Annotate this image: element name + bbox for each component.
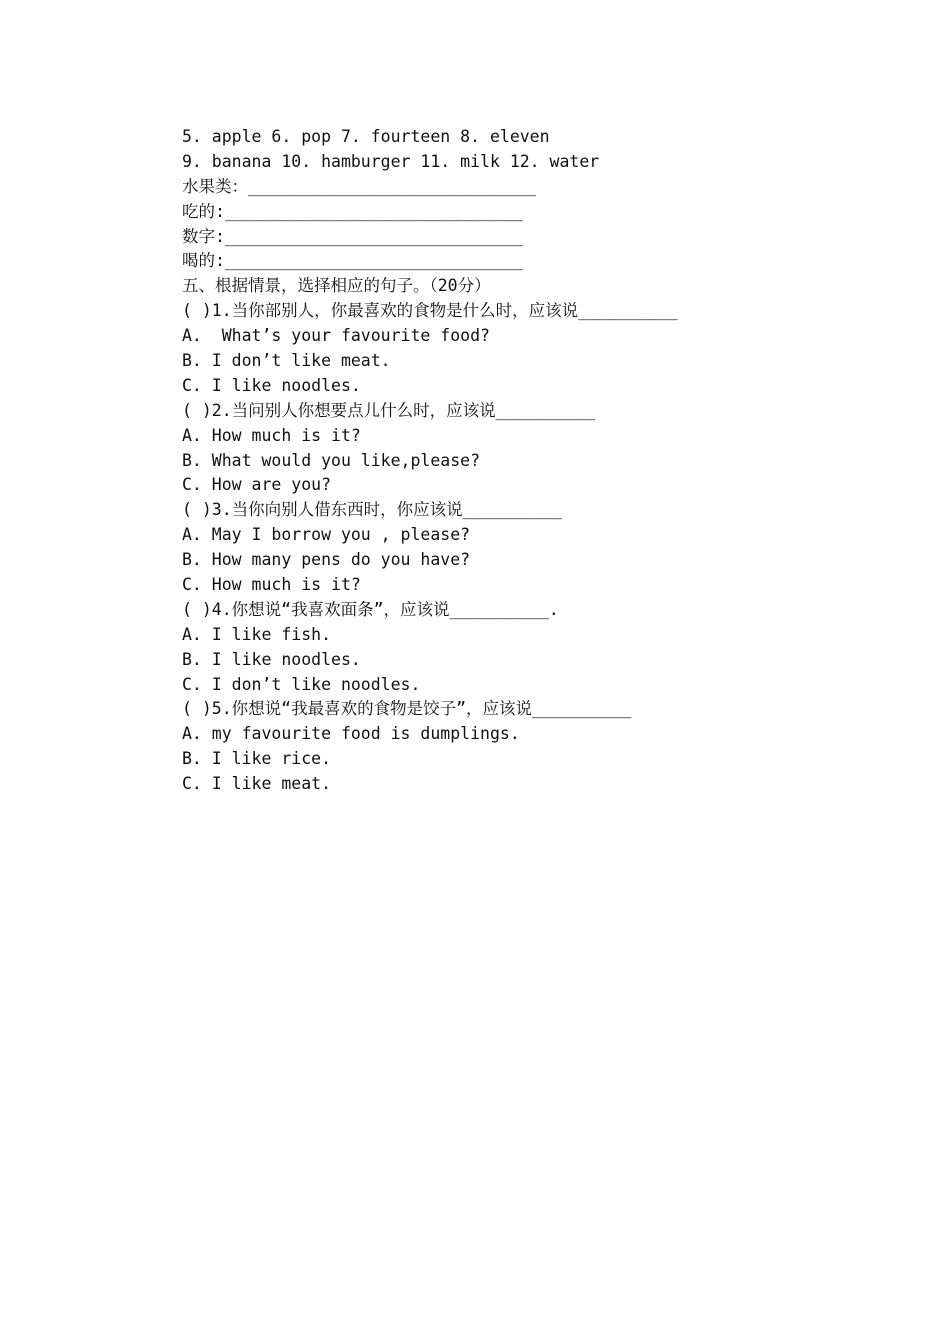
question-prompt[interactable]: ( )1.当你部别人，你最喜欢的食物是什么时，应该说__________ bbox=[182, 301, 678, 321]
section-title: 五、根据情景，选择相应的句子。（20分） bbox=[182, 276, 491, 296]
question-prompt[interactable]: ( )2.当问别人你想要点儿什么时，应该说__________ bbox=[182, 400, 596, 420]
word-list-line: 5. apple 6. pop 7. fourteen 8. eleven bbox=[182, 127, 550, 146]
question-option: A. How much is it? bbox=[182, 425, 361, 445]
question-option: C. I like meat. bbox=[182, 774, 332, 794]
question-option: B. How many pens do you have? bbox=[182, 550, 471, 570]
question-option: C. How are you? bbox=[182, 475, 332, 495]
question-prompt[interactable]: ( )5.你想说“我最喜欢的食物是饺子”，应该说__________ bbox=[182, 699, 632, 719]
answer-blank[interactable]: _____________________________ bbox=[248, 176, 537, 196]
category-food bbox=[182, 200, 882, 225]
question-option: B. I like noodles. bbox=[182, 649, 361, 669]
category-numbers bbox=[182, 225, 882, 250]
worksheet-page bbox=[182, 125, 882, 797]
answer-blank[interactable]: ______________________________ bbox=[224, 251, 523, 271]
question-option: C. I like noodles. bbox=[182, 375, 361, 395]
question-option: A. my favourite food is dumplings. bbox=[182, 724, 520, 744]
category-drinks bbox=[182, 249, 882, 274]
category-label: 吃的: bbox=[182, 201, 225, 221]
question-option: B. I don’t like meat. bbox=[182, 351, 391, 371]
question-prompt[interactable]: ( )4.你想说“我喜欢面条”，应该说__________. bbox=[182, 599, 559, 619]
word-list-line: 9. banana 10. hamburger 11. milk 12. water bbox=[182, 151, 600, 171]
question-option: A. May I borrow you , please? bbox=[182, 525, 471, 545]
category-label: 水果类： bbox=[182, 176, 248, 196]
question-option: C. How much is it? bbox=[182, 575, 361, 595]
question-option: B. What would you like,please? bbox=[182, 450, 481, 470]
question-option: A. I like fish. bbox=[182, 624, 332, 644]
question-option: B. I like rice. bbox=[182, 749, 332, 769]
answer-blank[interactable]: ______________________________ bbox=[224, 201, 523, 221]
category-label: 数字: bbox=[182, 226, 225, 246]
question-option: A. What’s your favourite food? bbox=[182, 326, 490, 346]
question-prompt[interactable]: ( )3.当你向别人借东西时，你应该说__________ bbox=[182, 500, 563, 520]
answer-blank[interactable]: ______________________________ bbox=[224, 226, 523, 246]
category-label: 喝的: bbox=[182, 251, 225, 271]
category-fruit bbox=[182, 175, 882, 200]
question-option: C. I don’t like noodles. bbox=[182, 674, 421, 694]
